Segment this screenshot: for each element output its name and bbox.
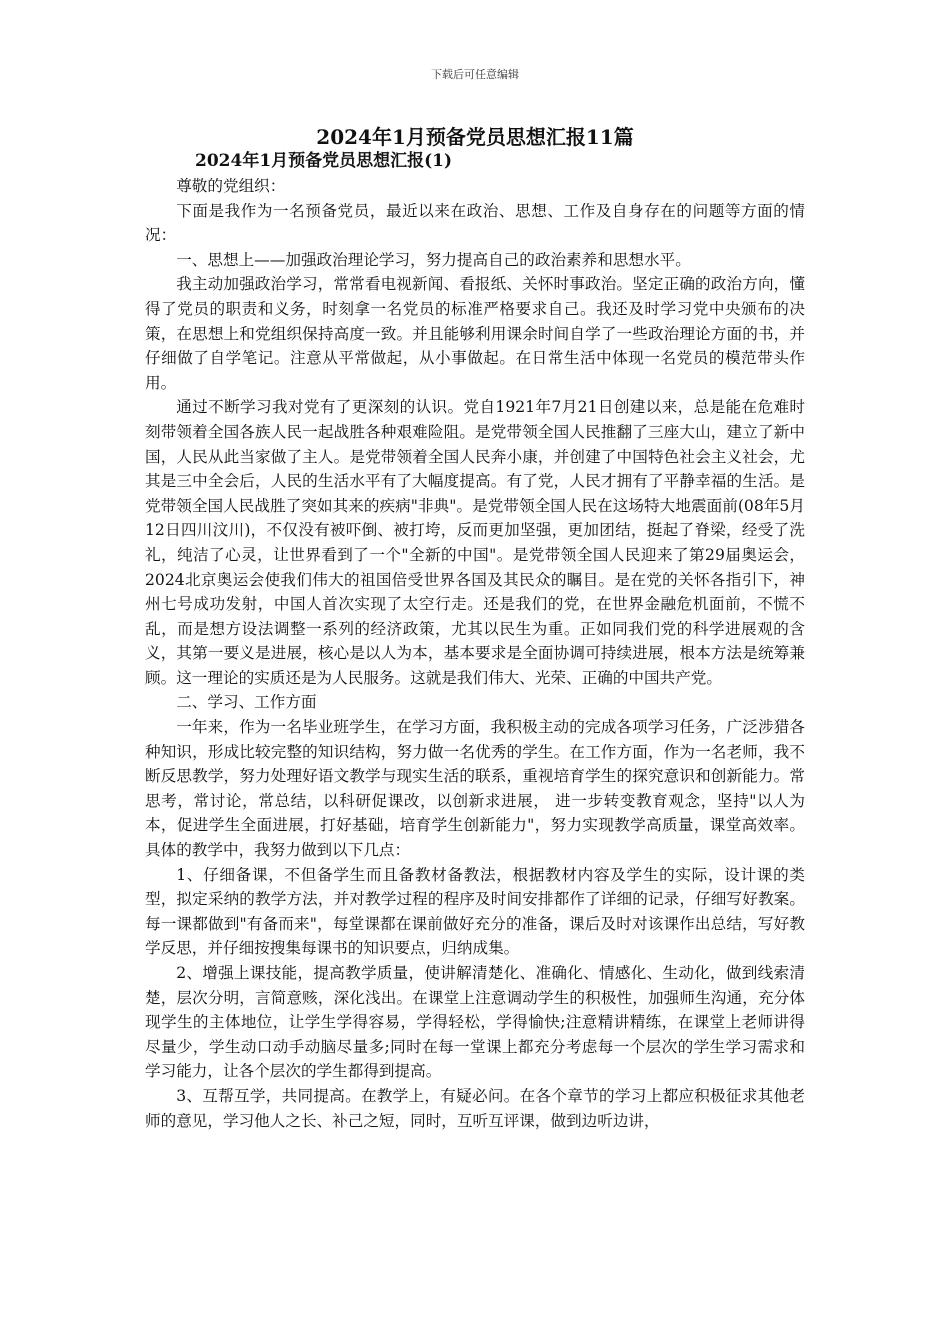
paragraph: 下面是我作为一名预备党员，最近以来在政治、思想、工作及自身存在的问题等方面的情况： <box>145 201 805 245</box>
list-item: 2、增强上课技能，提高教学质量，使讲解清楚化、准确化、情感化、生动化，做到线索清楚，层次分明，言简意赅，深化浅出。在课堂上注意调动学生的积极性，加强师生沟通，充分体现学生的主体地位，让学生学得容易，学得轻松，学得愉快;注意精讲精练，在课堂上老师讲得尽量少，学生动口动手动脑尽量多;同时在每一堂课上都充分考虑每一个层次的学生学习需求和学习能力，让各个层次的学生都得到提高。 <box>145 964 805 1081</box>
paragraph: 通过不断学习我对党有了更深刻的认识。党自1921年7月21日创建以来，总是能在危难时刻带领着全国各族人民一起战胜各种艰难险阻。是党带领全国人民推翻了三座大山，建立了新中国，人民从此当家做了主人。是党带领着全国人民奔小康，并创建了中国特色社会主义社会，尤其是三中全会后，人民的生活水平有了大幅度提高。有了党，人民才拥有了平静幸福的生活。是党带领全国人民战胜了突如其来的疾病"非典"。是党带领全国人民在这场特大地震面前(08年5月12日四川汶川)，不仅没有被吓倒、被打垮，反而更加坚强，更加团结，挺起了脊梁，经受了洗礼，纯洁了心灵，让世界看到了一个"全新的中国"。是党带领全国人民迎来了第29届奥运会，2024北京奥运会使我们伟大的祖国倍受世界各国及其民众的瞩目。是在党的关怀各指引下，神州七号成功发射，中国人首次实现了太空行走。还是我们的党，在世界金融危机面前，不慌不乱，而是想方设法调整一系列的经济政策，尤其以民生为重。正如同我们党的科学进展观的含义，其第一要义是进展，核心是以人为本，基本要求是全面协调可持续进展，根本方法是统筹兼顾。这一理论的实质还是为人民服务。这就是我们伟大、光荣、正确的中国共产党。 <box>145 398 805 687</box>
paragraph: 我主动加强政治学习，常常看电视新闻、看报纸、关怀时事政治。坚定正确的政治方向，懂得了党员的职责和义务，时刻拿一名党员的标准严格要求自己。我还及时学习党中央颁布的决策，在思想上和党组织保持高度一致。并且能够利用课余时间自学了一些政治理论方面的书，并仔细做了自学笔记。注意从平常做起，从小事做起。在日常生活中体现一名党员的模范带头作用。 <box>145 275 805 392</box>
paragraph: 一年来，作为一名毕业班学生，在学习方面，我积极主动的完成各项学习任务，广泛涉猎各种知识，形成比较完整的知识结构，努力做一名优秀的学生。在工作方面，作为一名老师，我不断反思教学，努力处理好语文教学与现实生活的联系，重视培育学生的探究意识和创新能力。常思考，常讨论，常总结，以科研促课改，以创新求进展， 进一步转变教育观念，坚持"以人为本，促进学生全面进展，打好基础，培育学生创新能力"，努力实现教学高质量，课堂高效率。具体的教学中，我努力做到以下几点： <box>145 718 805 860</box>
section-heading: 一、思想上——加强政治理论学习，努力提高自己的政治素养和思想水平。 <box>176 250 691 269</box>
list-item: 3、互帮互学，共同提高。在教学上，有疑必问。在各个章节的学习上都应积极征求其他老师的意见，学习他人之长、补己之短，同时，互听互评课，做到边听边讲， <box>145 1086 805 1130</box>
section-heading: 二、学习、工作方面 <box>176 693 317 712</box>
section-subtitle: 2024年1月预备党员思想汇报(1) <box>195 151 453 171</box>
header-note: 下载后可任意编辑 <box>431 68 519 81</box>
list-item: 1、仔细备课，不但备学生而且备教材备教法，根据教材内容及学生的实际，设计课的类型，拟定采纳的教学方法，并对教学过程的程序及时间安排都作了详细的记录，仔细写好教案。每一课都做到"有备而来"，每堂课都在课前做好充分的准备，课后及时对该课作出总结，写好教学反思，并仔细按搜集每课书的知识要点，归纳成集。 <box>145 865 805 958</box>
document-title: 2024年1月预备党员思想汇报11篇 <box>316 125 634 149</box>
salutation: 尊敬的党组织： <box>176 177 286 195</box>
document-body <box>145 148 805 1133</box>
